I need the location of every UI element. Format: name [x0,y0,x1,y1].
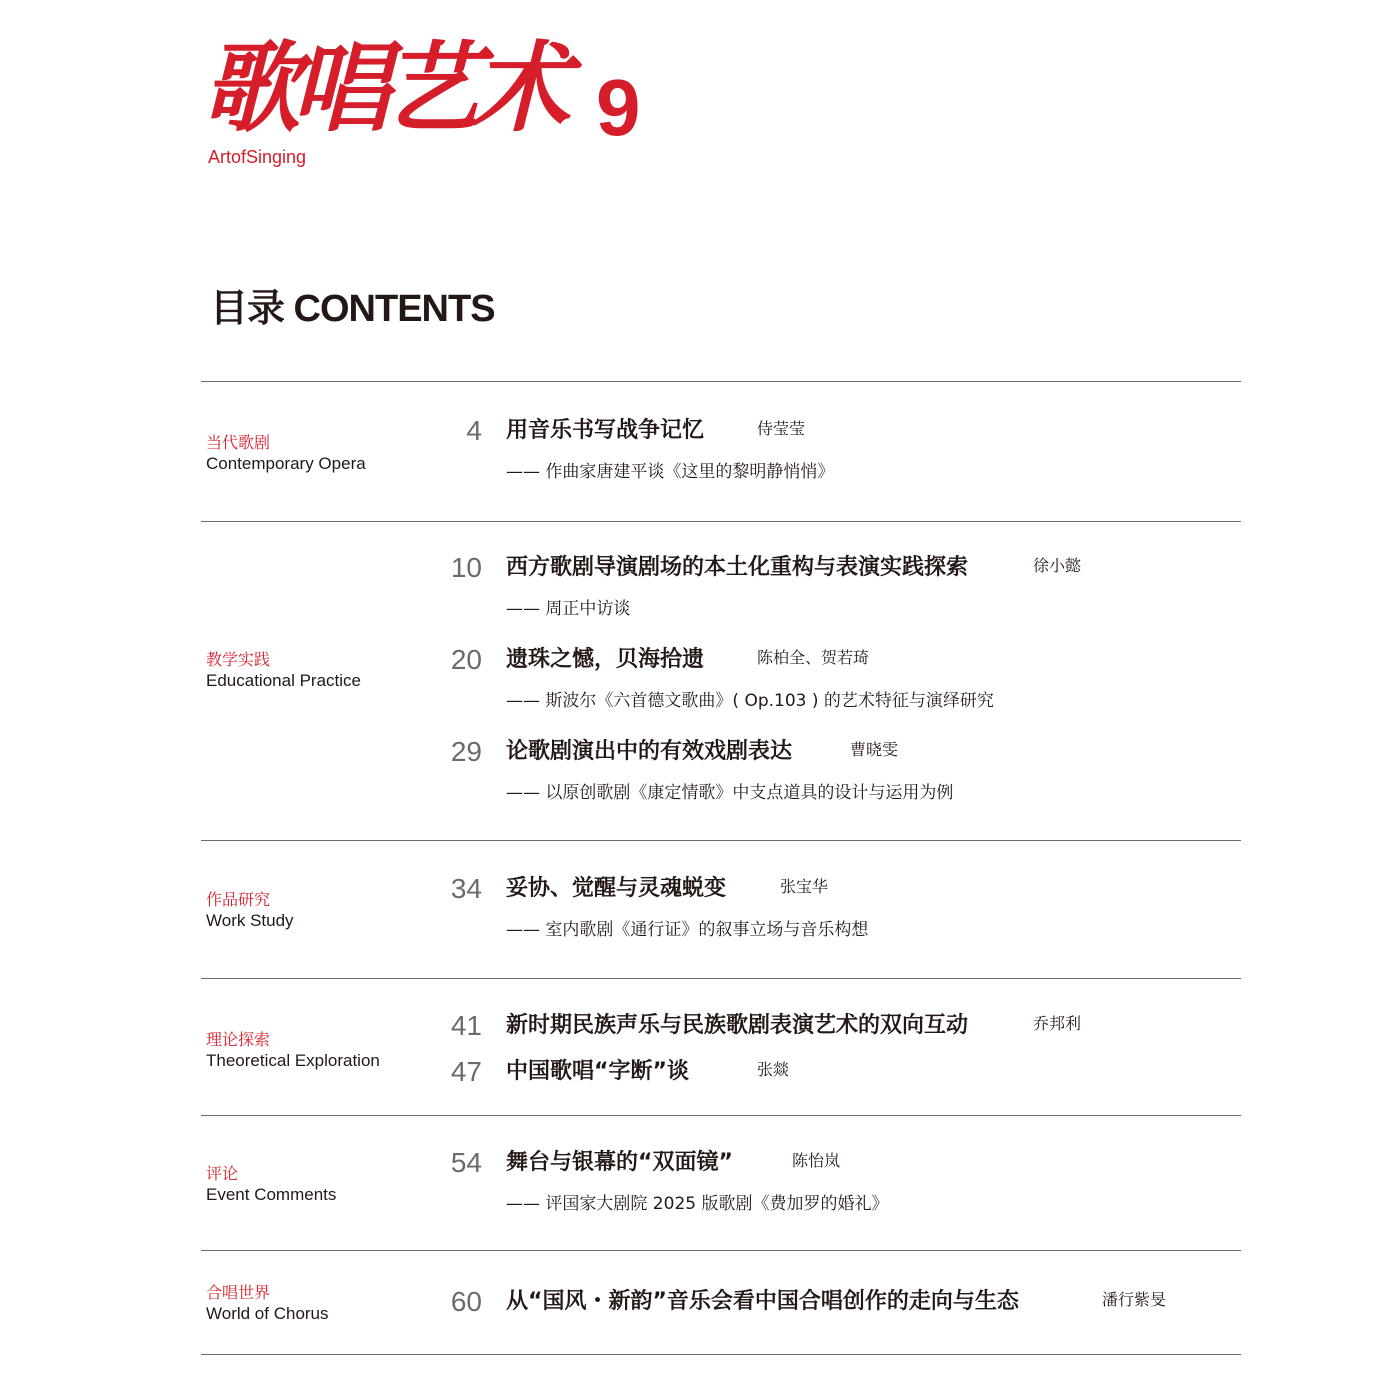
category-name-cn: 教学实践 [206,650,271,669]
section-divider [201,840,1241,841]
article-author: 乔邦利 [1033,1014,1082,1033]
article-author: 侍莹莹 [757,419,806,438]
page-number: 47 [450,1056,482,1087]
toc-entry[interactable] [0,1057,1400,1097]
article-subtitle: —— 以原创歌剧《康定情歌》中支点道具的设计与运用为例 [506,783,954,803]
article-subtitle: —— 评国家大剧院 2025 版歌剧《费加罗的婚礼》 [506,1194,889,1214]
category-name-cn: 作品研究 [206,890,271,909]
section-divider [201,978,1241,979]
article-subtitle: —— 作曲家唐建平谈《这里的黎明静悄悄》 [506,462,835,482]
article-title: 从“国风・新韵”音乐会看中国合唱创作的走向与生态 [506,1289,1019,1314]
section-divider [201,1354,1241,1355]
article-title: 论歌剧演出中的有效戏剧表达 [506,739,793,764]
article-author: 张宝华 [780,877,829,896]
section-divider [201,521,1241,522]
article-author: 陈怡岚 [792,1151,841,1170]
section-divider [201,1115,1241,1116]
masthead [0,0,1400,200]
section-divider [201,1250,1241,1251]
category-name-en: Theoretical Exploration [206,1051,380,1070]
article-subtitle: —— 室内歌剧《通行证》的叙事立场与音乐构想 [506,920,869,940]
category-name-en: Work Study [206,911,294,930]
article-author: 徐小懿 [1033,556,1082,575]
article-title: 西方歌剧导演剧场的本土化重构与表演实践探索 [506,555,969,580]
page-number: 10 [450,552,482,583]
contents-heading: 目录 CONTENTS [210,288,495,330]
category-name-cn: 当代歌剧 [206,433,271,452]
toc-entry[interactable] [0,1287,1400,1327]
category-name-en: Event Comments [206,1185,337,1204]
article-title: 新时期民族声乐与民族歌剧表演艺术的双向互动 [506,1013,969,1038]
article-title: 遗珠之憾，贝海拾遗 [506,647,705,672]
category-name-cn: 合唱世界 [206,1283,271,1302]
page-number: 54 [450,1147,482,1178]
page-number: 41 [450,1010,482,1041]
article-author: 张燚 [757,1060,790,1079]
article-title: 舞台与银幕的“双面镜” [506,1150,733,1175]
toc-entry[interactable] [0,1011,1400,1051]
toc-entry[interactable] [0,552,1400,619]
section-divider [201,381,1241,382]
magazine-logo-subtitle: ArtofSinging [208,147,307,167]
page-number: 34 [450,873,482,904]
toc-entry[interactable] [0,736,1400,803]
article-subtitle: —— 周正中访谈 [506,599,631,619]
category-name-cn: 理论探索 [206,1030,271,1049]
magazine-logo-title: 歌唱艺术 [202,31,563,146]
article-author: 曹晓雯 [850,740,899,759]
article-title: 妥协、觉醒与灵魂蜕变 [506,876,727,901]
page-number: 4 [466,415,482,446]
page-number: 60 [450,1286,482,1317]
issue-number: 9 [596,63,641,152]
category-name-en: Educational Practice [206,671,361,690]
category-name-en: Contemporary Opera [206,454,366,473]
category-name-en: World of Chorus [206,1304,329,1323]
article-author: 潘行紫旻 [1102,1290,1167,1309]
category-name-cn: 评论 [206,1164,239,1183]
article-subtitle: —— 斯波尔《六首德文歌曲》( Op.103 ) 的艺术特征与演绎研究 [506,691,994,711]
article-title: 中国歌唱“字断”谈 [506,1059,689,1084]
page-number: 20 [450,644,482,675]
toc-entry[interactable] [0,644,1400,711]
page-number: 29 [450,736,482,767]
article-title: 用音乐书写战争记忆 [506,418,705,443]
article-author: 陈柏全、贺若琦 [757,648,870,667]
